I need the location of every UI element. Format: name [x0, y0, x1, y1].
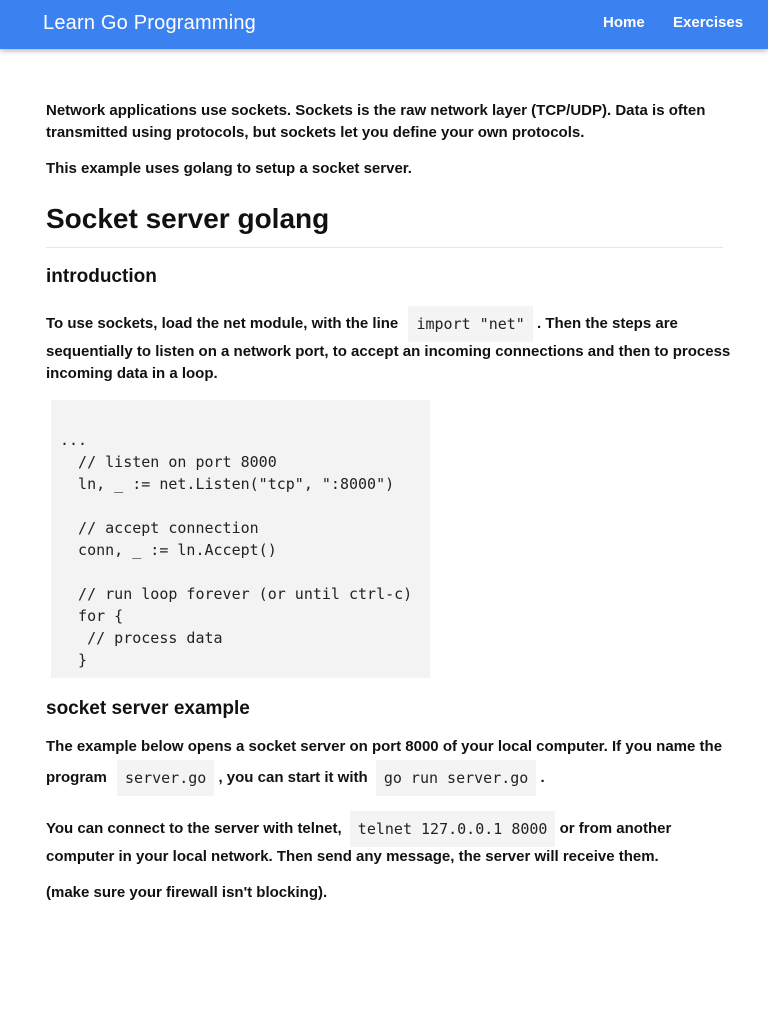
- connect-text-before: You can connect to the server with telnet,: [46, 819, 342, 837]
- intro-text-line-3: incoming data in a loop.: [46, 365, 218, 382]
- example-heading: socket server example: [46, 698, 250, 719]
- page-title: Socket server golang: [46, 203, 330, 234]
- nav-home-link[interactable]: Home: [603, 14, 645, 31]
- intro-line-2: transmitted using protocols, but sockets let you define your own protocols.: [46, 124, 585, 141]
- intro-paragraph-2: This example uses golang to setup a socket server.: [46, 160, 412, 177]
- inline-code-import: import "net": [408, 306, 532, 342]
- top-navbar: [0, 0, 768, 49]
- code-block: [51, 400, 430, 678]
- connect-text-after: or from another: [559, 819, 672, 837]
- introduction-heading: introduction: [46, 266, 157, 287]
- nav-exercises-link[interactable]: Exercises: [673, 14, 744, 31]
- code-block-text: ... // listen on port 8000 ln, _ := net.Listen("tcp", ":8000") // accept connection conn, _ := ln.Accept() // run loop forever (or until ctrl-c) for { // process data }: [60, 431, 413, 669]
- inline-code-server-go: server.go: [117, 760, 214, 796]
- intro-text-line-2: sequentially to listen on a network port, to accept an incoming connections and then to process: [46, 343, 731, 360]
- intro-text-after: . Then the steps are: [537, 314, 678, 332]
- program-label: program: [46, 768, 107, 786]
- intro-line-1: Network applications use sockets. Sockets is the raw network layer (TCP/UDP). Data is often: [46, 102, 706, 119]
- connect-line-2: computer in your local network. Then send any message, the server will receive them.: [46, 848, 659, 865]
- site-title[interactable]: Learn Go Programming: [43, 12, 256, 34]
- intro-paragraph: [46, 100, 714, 144]
- inline-code-telnet: telnet 127.0.0.1 8000: [350, 811, 556, 847]
- intro-text-before: To use sockets, load the net module, with the line: [46, 314, 399, 332]
- example-line-1: The example below opens a socket server on port 8000 of your local computer. If you name the: [46, 738, 723, 755]
- firewall-note: (make sure your firewall isn't blocking).: [46, 884, 328, 901]
- start-text: , you can start it with: [218, 768, 368, 786]
- inline-code-go-run: go run server.go: [376, 760, 537, 796]
- title-divider: [46, 247, 723, 248]
- period-text: .: [540, 768, 545, 786]
